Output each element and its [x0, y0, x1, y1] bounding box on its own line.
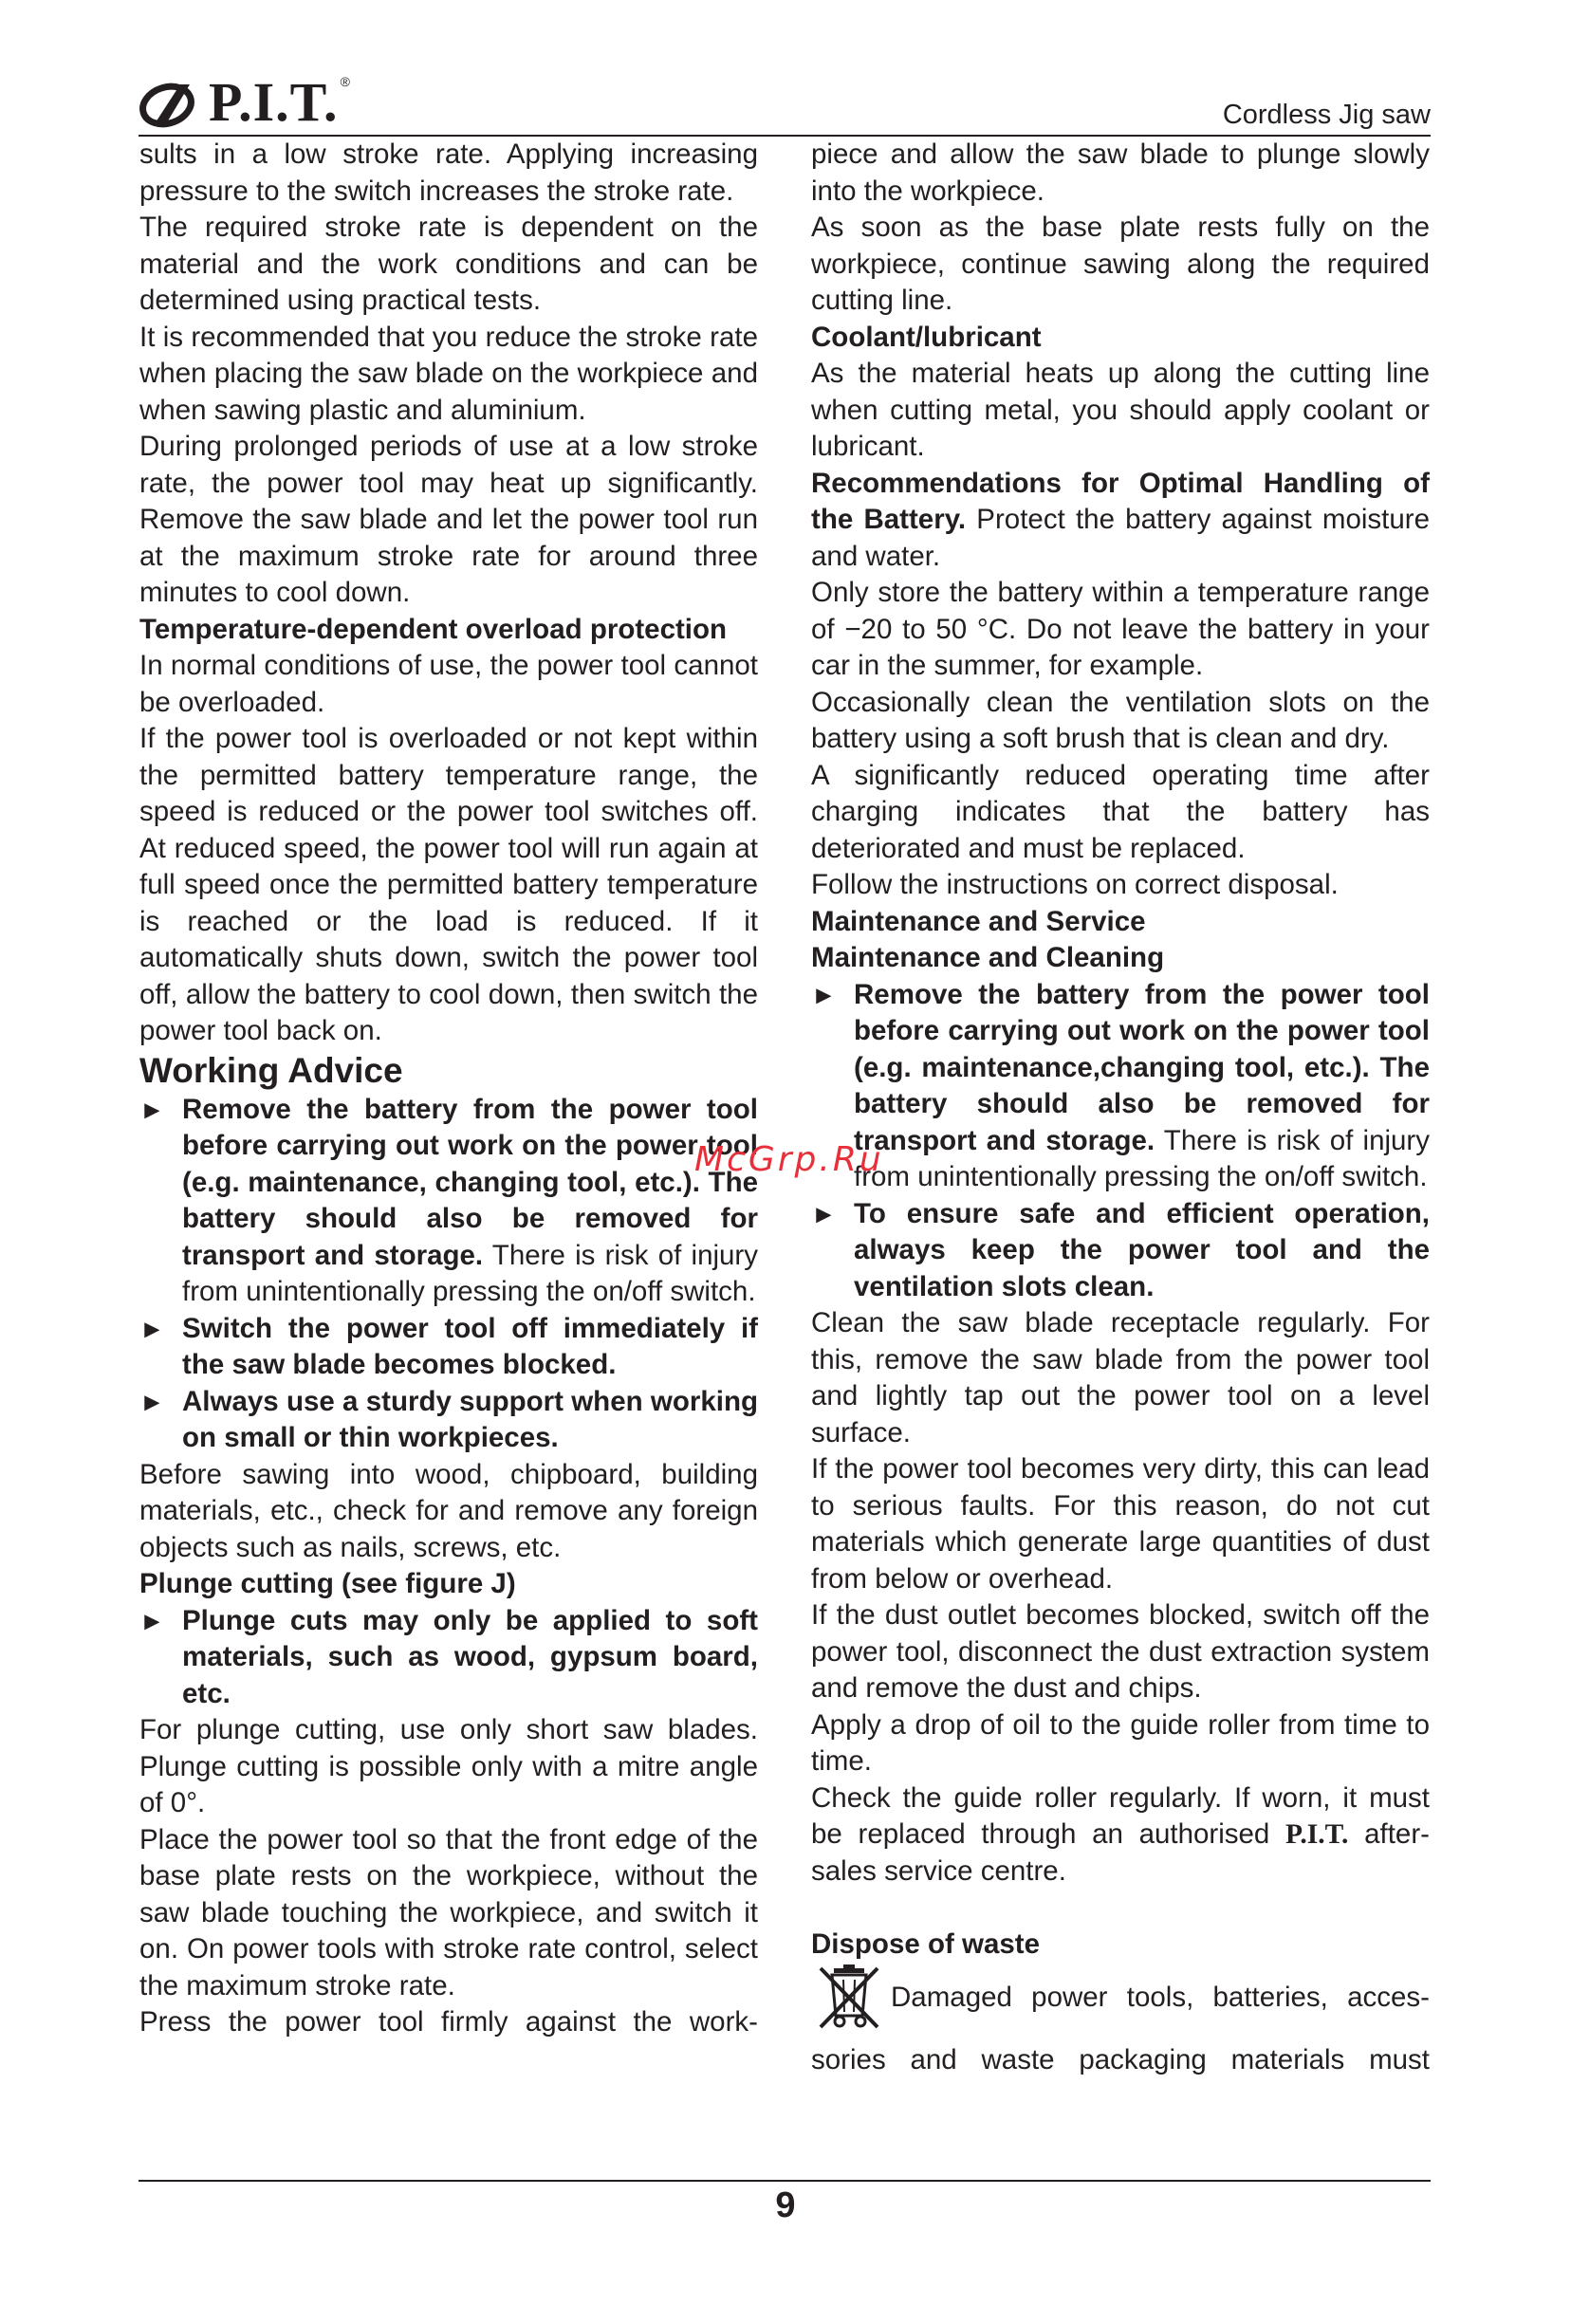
pit-swirl-icon: [139, 77, 203, 128]
document-title: Cordless Jig saw: [1222, 100, 1431, 130]
paragraph: Press the power tool firmly against the work-: [139, 2006, 758, 2038]
paragraph: As soon as the base plate rests fully on the workpiece, continue sawing along the required cutting line.: [811, 212, 1430, 316]
paragraph: A significantly reduced operating time after charging indicates that the battery has deteriorated and must be replaced.: [811, 759, 1430, 864]
right-column: [811, 137, 1430, 2079]
list-item: ► To ensure safe and efficient operation, always keep the power tool and the ventilation slots clean.: [811, 1196, 1430, 1306]
paragraph: Recommendations for Optimal Handling of the Battery. Protect the battery against moisture and water.: [811, 467, 1430, 572]
list-item: ► Plunge cuts may only be applied to soft materials, such as wood, gypsum board, etc.: [139, 1603, 758, 1713]
left-column: [139, 137, 758, 2041]
paragraph: If the dust outlet becomes blocked, switch off the power tool, disconnect the dust extraction system and remove the dust and chips.: [811, 1599, 1430, 1704]
bullet-list: [139, 1603, 758, 1713]
watermark: McGrp.Ru: [694, 1140, 884, 1179]
paragraph: During prolonged periods of use at a low stroke rate, the power tool may heat up significantly. Remove the saw blade and let the power tool run at the maximum stroke rate for around three minutes to cool down.: [139, 431, 758, 608]
paragraph: It is recommended that you reduce the stroke rate when placing the saw blade on the workpiece and when sawing plastic and aluminium.: [139, 321, 758, 426]
list-item: ► Always use a sturdy support when working on small or thin workpieces.: [139, 1384, 758, 1457]
paragraph: Occasionally clean the ventilation slots on the battery using a soft brush that is clean and dry.: [811, 686, 1430, 754]
paragraph: piece and allow the saw blade to plunge slowly into the workpiece.: [811, 138, 1430, 207]
paragraph: sults in a low stroke rate. Applying increasing pressure to the switch increases the stroke rate.: [139, 138, 758, 207]
paragraph: Before sawing into wood, chipboard, building materials, etc., check for and remove any foreign objects such as nails, screws, etc.: [139, 1458, 758, 1563]
disposal-notice: [811, 1963, 1430, 2033]
brand-name: P.I.T.: [209, 71, 339, 133]
section-heading: Maintenance and Service: [811, 905, 1146, 937]
paragraph: For plunge cutting, use only short saw blades. Plunge cutting is possible only with a mitre angle of 0°.: [139, 1714, 758, 1818]
paragraph: Clean the saw blade receptacle regularly. For this, remove the saw blade from the power tool and lightly tap out the power tool on a level surface.: [811, 1307, 1430, 1448]
paragraph: Apply a drop of oil to the guide roller from time to time.: [811, 1708, 1430, 1777]
crossed-bin-icon: [811, 1963, 887, 2033]
paragraph: Place the power tool so that the front edge of the base plate rests on the workpiece, without the saw blade touching the workpiece, and switch it on. On power tools with stroke rate control, select the maximum stroke rate.: [139, 1823, 758, 2001]
section-heading: Plunge cutting (see figure J): [139, 1568, 516, 1599]
section-heading: Coolant/lubricant: [811, 321, 1042, 353]
section-heading: Recommendations for Optimal Handling of the Battery.: [811, 467, 1430, 535]
list-item: ► Remove the battery from the power tool before carrying out work on the power tool (e.g. maintenance, changing tool, etc.). The battery should also be removed for transport and storage. There is risk of injury from unintentionally pressing the on/off switch.: [139, 1092, 758, 1311]
page-header: [139, 68, 1431, 137]
footer-divider: [139, 2180, 1431, 2182]
section-heading: Temperature-dependent overload protection: [139, 613, 728, 645]
page-number: 9: [775, 2186, 796, 2225]
paragraph: As the material heats up along the cutting line when cutting metal, you should apply coolant or lubricant.: [811, 358, 1430, 462]
paragraph: Follow the instructions on correct disposal.: [811, 869, 1339, 900]
paragraph: Only store the battery within a temperature range of −20 to 50 °C. Do not leave the battery in your car in the summer, for example.: [811, 577, 1430, 681]
section-title: Working Advice: [139, 1050, 403, 1090]
paragraph: In normal conditions of use, the power tool cannot be overloaded.: [139, 650, 758, 718]
bullet-list: [811, 977, 1430, 1306]
paragraph: The required stroke rate is dependent on the material and the work conditions and can be determined using practical tests.: [139, 212, 758, 316]
paragraph: sories and waste packaging materials must: [811, 2044, 1430, 2075]
list-item: ► Remove the battery from the power tool before carrying out work on the power tool (e.g. maintenance,changing tool, etc.). The battery should also be removed for transport and storage. There is risk of injury from unintentionally pressing the on/off switch.: [811, 977, 1430, 1196]
spacer: [811, 1890, 1430, 1927]
section-heading: Dispose of waste: [811, 1927, 1040, 1960]
registered-mark: ®: [340, 74, 350, 89]
brand-inline: P.I.T.: [1285, 1819, 1349, 1850]
section-heading: Maintenance and Cleaning: [811, 942, 1165, 973]
bullet-list: [139, 1092, 758, 1457]
paragraph: If the power tool is overloaded or not kept within the permitted battery temperature range, the speed is reduced or the power tool switches off. At reduced speed, the power tool will run again at full speed once the permitted battery temperature is reached or the load is reduced. If it automatically shuts down, switch the power tool off, allow the battery to cool down, then switch the power tool back on.: [139, 723, 758, 1046]
brand-logo: [139, 71, 350, 133]
list-item: ► Switch the power tool off immediately if the saw blade becomes blocked.: [139, 1311, 758, 1384]
paragraph: Check the guide roller regularly. If worn, it must be replaced through an authorised P.I.T. after-sales service centre.: [811, 1781, 1430, 1887]
paragraph: If the power tool becomes very dirty, this can lead to serious faults. For this reason, do not cut materials which generate large quantities of dust from below or overhead.: [811, 1453, 1430, 1595]
disposal-text: Damaged power tools, batteries, acces-: [891, 1981, 1430, 2013]
